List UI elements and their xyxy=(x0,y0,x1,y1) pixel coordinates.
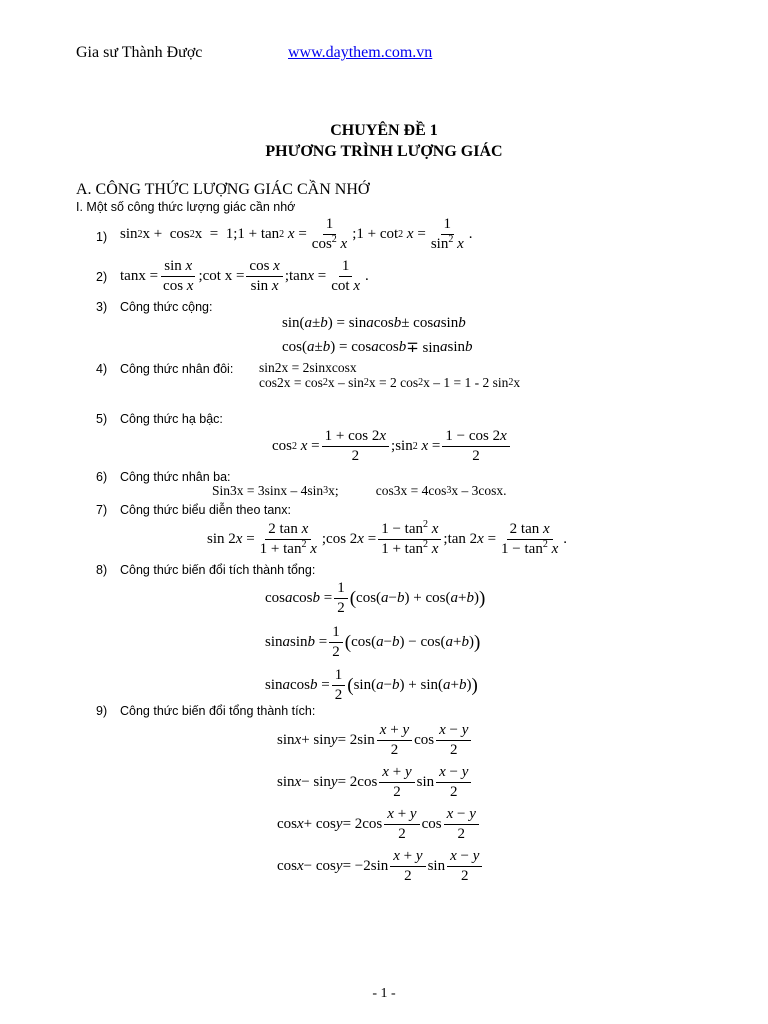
section-a-heading: A. CÔNG THỨC LƯỢNG GIÁC CẦN NHỚ xyxy=(76,181,370,198)
formula-5: cos 2 x = $\frac{1 + \cos 2x}{2}$ ;sin 2 x = $\frac{1 - \cos 2x}{2}$ xyxy=(272,428,512,465)
item-number: 4) xyxy=(96,362,108,376)
item-label: Công thức nhân đôi: xyxy=(120,362,234,376)
formula-9c: cos x + cos y = 2cos $\frac{x + y}{2}$ cos $\frac{x - y}{2}$ xyxy=(277,806,481,843)
formula-4b: cos2x = cos 2 x – sin 2 x = 2 cos 2 x – 1 = 1 - 2 sin 2 x xyxy=(259,375,521,390)
item-number: 9) xyxy=(96,704,108,718)
formula-8b: sin a sin b = $\frac{1}{2}$ ( cos( a − b ) − cos( a + b ) ) xyxy=(265,624,481,660)
formula-8a: cos a cos b = $\frac{1}{2}$ ( cos( a − b ) + cos( a + b ) ) xyxy=(265,580,486,616)
item-number: 6) xyxy=(96,470,108,484)
item-number: 5) xyxy=(96,412,108,426)
item-label: Công thức biểu diễn theo tanx: xyxy=(120,503,291,517)
section-intro: I. Một số công thức lượng giác cần nhớ xyxy=(76,200,296,214)
item-number: 8) xyxy=(96,563,108,577)
item-label: Công thức nhân ba: xyxy=(120,470,231,484)
formula-9a: sin x + sin y = 2sin $\frac{x + y}{2}$ cos $\frac{x - y}{2}$ xyxy=(277,722,473,759)
formula-7: sin 2 x = $\frac{\text{2 tan x}}{1 + \tan^2 x}$ ;cos 2 x = $\frac{1 - \tan^2 x}{1 + \tan^2 x}$ ;tan 2 x = $\frac{\text{2 tan x}}{1 - \tan^2 x}$ . xyxy=(207,519,568,557)
item-label: Công thức biến đổi tích thành tổng: xyxy=(120,563,316,577)
item-label: Công thức biến đổi tổng thành tích: xyxy=(120,704,316,718)
formula-1: sin 2 x + cos 2 x = 1;1 + tan 2 x = $\frac{1}{\cos^2 x}$ ;1 + cot 2 x = $\frac{1}{\sin^2 x}$ . xyxy=(120,216,473,252)
formula-9b: sin x − sin y = 2cos $\frac{x + y}{2}$ sin $\frac{x - y}{2}$ xyxy=(277,764,473,801)
item-number: 1) xyxy=(96,230,108,244)
header-author: Gia sư Thành Được xyxy=(76,44,203,61)
page-number: - 1 - xyxy=(372,986,396,1001)
item-label: Công thức cộng: xyxy=(120,300,213,314)
item-number: 7) xyxy=(96,503,108,517)
formula-6: Sin3x = 3sinx – 4sin 3 x; cos3x = 4cos 3 x – 3cosx. xyxy=(212,483,507,498)
item-number: 3) xyxy=(96,300,108,314)
formula-9d: cos x − cos y = −2sin $\frac{x + y}{2}$ sin $\frac{x - y}{2}$ xyxy=(277,848,484,885)
formula-2: tanx = $\frac{\text{sin x}}{\text{cos x}}$ ;cot x = $\frac{\text{cos x}}{\text{sin x}}$ ;tan x = $\frac{1}{\text{cot x}}$ . xyxy=(120,258,369,294)
document-title-line2: PHƯƠNG TRÌNH LƯỢNG GIÁC xyxy=(265,143,503,160)
item-label: Công thức hạ bậc: xyxy=(120,412,223,426)
formula-3b: cos( a ± b ) = cos a cos b ∓ sin a sin b xyxy=(282,339,473,356)
formula-8c: sin a cos b = $\frac{1}{2}$ ( sin( a − b ) + sin( a + b ) ) xyxy=(265,667,478,703)
formula-3a: sin( a ± b ) = sin a cos b ± cos a sin b xyxy=(282,315,466,331)
item-number: 2) xyxy=(96,270,108,284)
formula-4a: sin2x = 2sinxcosx xyxy=(259,360,357,375)
document-title-line1: CHUYÊN ĐỀ 1 xyxy=(330,122,438,139)
website-link[interactable]: www.daythem.com.vn xyxy=(288,44,433,61)
